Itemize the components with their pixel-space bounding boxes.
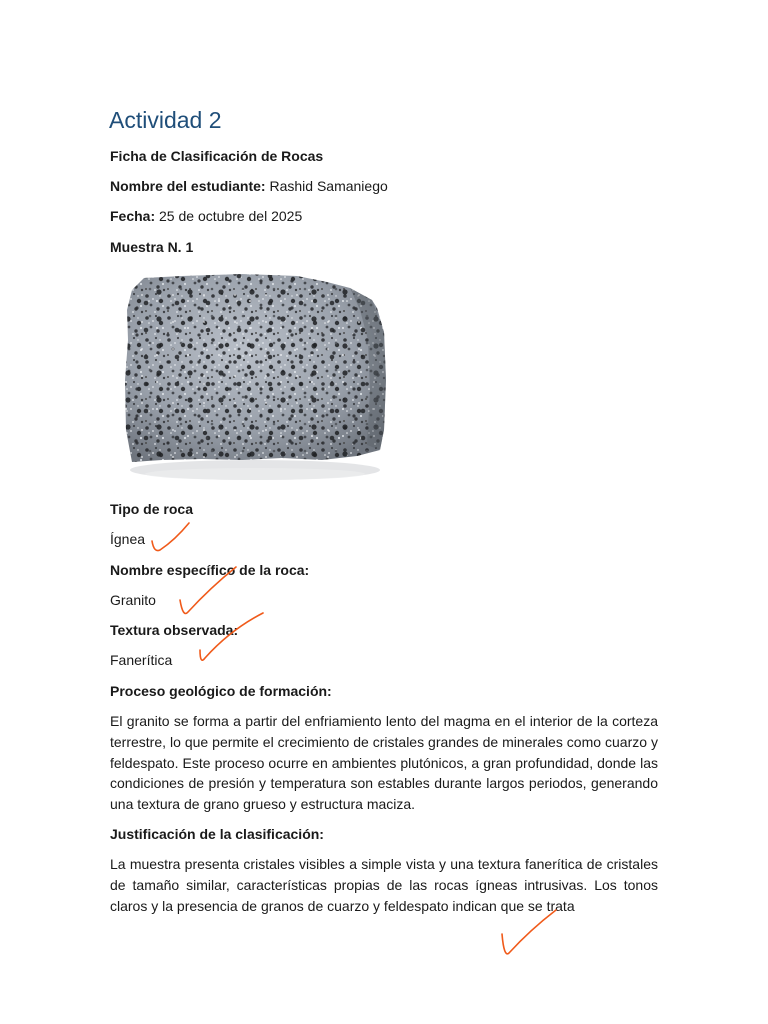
subtitle: Ficha de Clasificación de Rocas [110, 148, 324, 164]
check-mark-icon [152, 523, 189, 551]
justification-label: Justificación de la clasificación: [110, 826, 324, 842]
rock-type-value: Ígnea [110, 531, 146, 547]
justification-paragraph: La muestra presenta cristales visibles a simple vista y una textura fanerítica de cristales de tamaño similar, características propias de las rocas ígneas intrusivas. Los tonos claros y la presencia de granos de cuarzo y feldespato indican que se trata [110, 856, 658, 914]
granite-rock-icon [122, 270, 388, 492]
date-label: Fecha: [110, 208, 156, 224]
rock-type-label: Tipo de roca [110, 501, 193, 517]
texture-value: Fanerítica [110, 652, 173, 668]
process-paragraph: El granito se forma a partir del enfriamiento lento del magma en el interior de la corteza terrestre, lo que permite el crecimiento de cristales grandes de minerales como cuarzo y feldespato. Este proceso ocurre en ambientes plutónicos, a gran profundidad, donde las condiciones de presión y temperatura son estables durante largos periodos, generando una textura de grano grueso y estructura maciza. [110, 713, 658, 813]
student-value: Rashid Samaniego [269, 178, 388, 194]
student-label: Nombre del estudiante: [110, 178, 266, 194]
check-mark-icon [502, 910, 556, 954]
student-line [110, 178, 388, 194]
specific-name-value: Granito [110, 592, 156, 608]
specific-name-label: Nombre específico de la roca: [110, 562, 310, 578]
page-title: Actividad 2 [109, 107, 222, 133]
date-value: 25 de octubre del 2025 [159, 208, 303, 224]
texture-label: Textura observada: [110, 622, 239, 638]
process-label: Proceso geológico de formación: [110, 683, 332, 699]
sample-label: Muestra N. 1 [110, 239, 194, 255]
date-line [110, 208, 302, 224]
rock-image [122, 270, 388, 492]
